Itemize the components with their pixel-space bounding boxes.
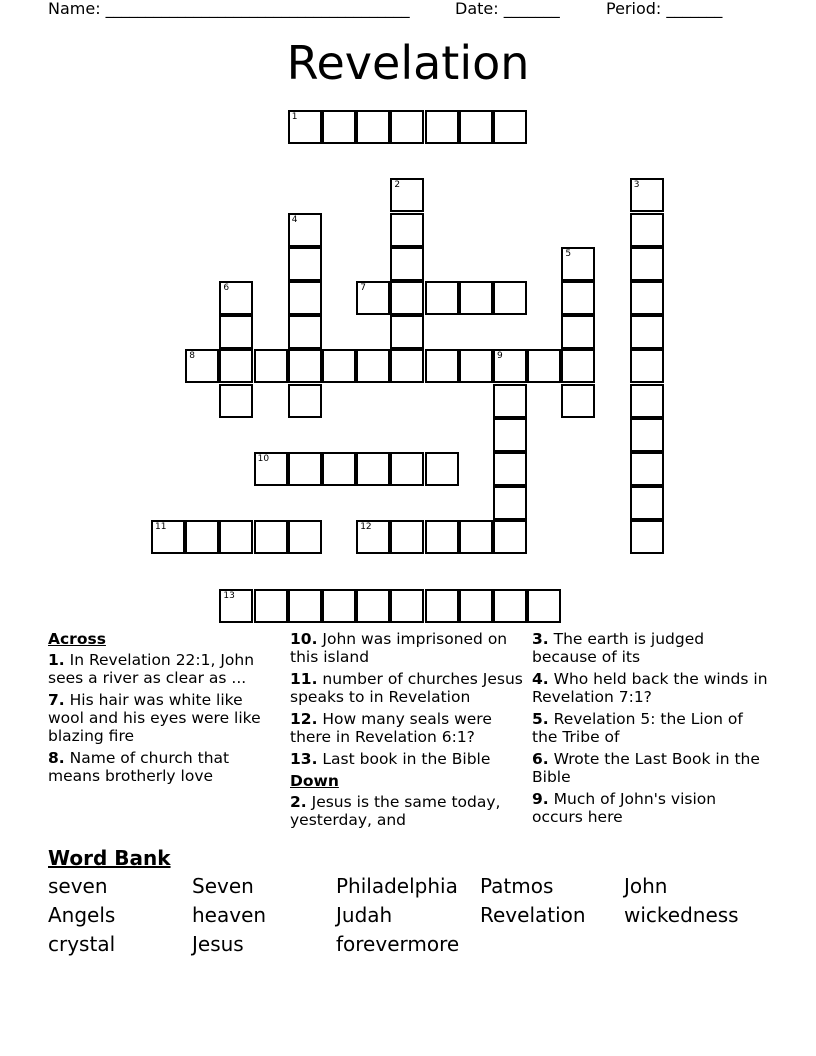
word-bank-item: seven [48,874,108,898]
crossword-cell[interactable] [459,349,493,383]
crossword-cell[interactable] [322,110,356,144]
clue-number: 10 [257,454,270,464]
clue-across-7: 7. His hair was white like wool and his eyes were like blazing fire [48,691,261,745]
crossword-cell[interactable] [390,349,424,383]
crossword-cell[interactable] [356,281,390,315]
crossword-cell[interactable] [288,247,322,281]
crossword-cell[interactable] [390,520,424,554]
crossword-cell[interactable] [425,281,459,315]
crossword-cell[interactable] [493,281,527,315]
crossword-cell[interactable] [219,520,253,554]
clue-down-3: 3. The earth is judged because of its [532,630,705,666]
clue-across-12: 12. How many seals were there in Revelation 6:1? [290,710,492,746]
crossword-cell[interactable] [630,520,664,554]
crossword-cell[interactable] [493,589,527,623]
crossword-cell[interactable] [493,110,527,144]
period-field-label: Period: _______ [606,0,723,18]
clues-column-3 [532,630,768,830]
crossword-cell[interactable] [561,281,595,315]
clue-number: 2 [394,180,401,191]
clue-number: 1 [291,112,298,122]
crossword-cell[interactable] [151,520,185,554]
crossword-cell[interactable] [561,384,595,418]
crossword-cell[interactable] [561,349,595,383]
down-heading: Down [290,772,339,790]
crossword-cell[interactable] [561,315,595,349]
word-bank-item: Judah [336,903,393,927]
crossword-cell[interactable] [322,589,356,623]
word-bank-item: John [624,874,668,898]
crossword-cell[interactable] [527,589,561,623]
crossword-cell[interactable] [390,452,424,486]
word-bank-item: Philadelphia [336,874,458,898]
crossword-cell[interactable] [356,589,390,623]
crossword-cell[interactable] [561,247,595,281]
crossword-cell[interactable] [630,384,664,418]
crossword-cell[interactable] [288,520,322,554]
word-bank-item: Revelation [480,903,586,927]
crossword-cell[interactable] [390,247,424,281]
crossword-cell[interactable] [390,315,424,349]
clue-down-2: 2. Jesus is the same today, yesterday, and [290,793,501,829]
crossword-cell[interactable] [185,520,219,554]
clue-number: 4 [291,214,298,225]
crossword-cell[interactable] [356,110,390,144]
clue-number: 5 [565,248,572,259]
clue-across-13: 13. Last book in the Bible [290,750,491,768]
crossword-cell[interactable] [219,349,253,383]
word-bank [48,872,788,959]
crossword-cell[interactable] [390,281,424,315]
crossword-cell[interactable] [288,110,322,144]
clue-across-1: 1. In Revelation 22:1, John sees a river as clear as ... [48,651,255,687]
crossword-cell[interactable] [493,349,527,383]
crossword-cell[interactable] [185,349,219,383]
crossword-cell[interactable] [630,178,664,212]
crossword-cell[interactable] [356,520,390,554]
clue-number: 13 [223,590,235,601]
crossword-cell[interactable] [527,349,561,383]
clue-down-5: 5. Revelation 5: the Lion of the Tribe of [532,710,743,746]
crossword-cell[interactable] [288,384,322,418]
clue-number: 11 [155,522,167,533]
crossword-cell[interactable] [630,452,664,486]
clue-down-6: 6. Wrote the Last Book in the Bible [532,750,760,786]
crossword-cell[interactable] [288,213,322,247]
crossword-cell[interactable] [219,589,253,623]
crossword-cell[interactable] [219,315,253,349]
crossword-cell[interactable] [288,281,322,315]
clue-across-10: 10. John was imprisoned on this island [290,630,508,666]
crossword-cell[interactable] [493,452,527,486]
crossword-cell[interactable] [390,110,424,144]
clue-down-9: 9. Much of John's vision occurs here [532,790,717,826]
clue-number: 3 [633,180,640,191]
crossword-cell[interactable] [425,110,459,144]
clue-across-8: 8. Name of church that means brotherly love [48,749,230,785]
page-title: Revelation [286,36,530,90]
crossword-cell[interactable] [219,384,253,418]
word-bank-item: Jesus [192,932,244,956]
clue-number: 9 [497,351,503,362]
crossword-cell[interactable] [493,520,527,554]
crossword-cell[interactable] [630,486,664,520]
crossword-cell[interactable] [390,178,424,212]
name-field-label: Name: ______________________________________ [48,0,410,18]
across-heading: Across [48,630,106,648]
clue-across-11: 11. number of churches Jesus speaks to in Revelation [290,670,523,706]
crossword-cell[interactable] [425,520,459,554]
crossword-cell[interactable] [219,281,253,315]
crossword-cell[interactable] [322,349,356,383]
clue-number: 7 [360,283,366,293]
crossword-cell[interactable] [630,247,664,281]
word-bank-title: Word Bank [48,846,171,870]
crossword-cell[interactable] [254,589,288,623]
word-bank-item: crystal [48,932,116,956]
crossword-cell[interactable] [459,520,493,554]
crossword-cell[interactable] [425,589,459,623]
crossword-cell[interactable] [322,452,356,486]
word-bank-item: wickedness [624,903,739,927]
crossword-cell[interactable] [254,349,288,383]
date-field-label: Date: _______ [455,0,560,18]
crossword-cell[interactable] [288,315,322,349]
clues-column-1 [48,630,280,789]
crossword-cell[interactable] [630,315,664,349]
clue-number: 8 [189,351,195,362]
crossword-cell[interactable] [288,452,322,486]
crossword-cell[interactable] [493,418,527,452]
clues-column-2 [290,630,526,833]
crossword-cell[interactable] [630,349,664,383]
word-bank-item: Patmos [480,874,554,898]
crossword-cell[interactable] [254,452,288,486]
clue-number: 6 [223,283,230,293]
crossword-cell[interactable] [493,486,527,520]
crossword-cell[interactable] [390,213,424,247]
crossword-cell[interactable] [356,349,390,383]
crossword-cell[interactable] [630,418,664,452]
crossword-cell[interactable] [288,349,322,383]
crossword-cell[interactable] [425,452,459,486]
crossword-cell[interactable] [493,384,527,418]
crossword-cell[interactable] [356,452,390,486]
crossword-cell[interactable] [254,520,288,554]
crossword-cell[interactable] [288,589,322,623]
crossword-cell[interactable] [390,589,424,623]
crossword-cell[interactable] [459,589,493,623]
clue-down-4: 4. Who held back the winds in Revelation 7:1? [532,670,768,706]
word-bank-item: Seven [192,874,254,898]
crossword-cell[interactable] [425,349,459,383]
crossword-cell[interactable] [630,281,664,315]
crossword-cell[interactable] [459,110,493,144]
crossword-cell[interactable] [630,213,664,247]
word-bank-item: heaven [192,903,267,927]
clue-number: 12 [360,522,372,533]
crossword-cell[interactable] [459,281,493,315]
word-bank-item: Angels [48,903,116,927]
word-bank-item: forevermore [336,932,460,956]
